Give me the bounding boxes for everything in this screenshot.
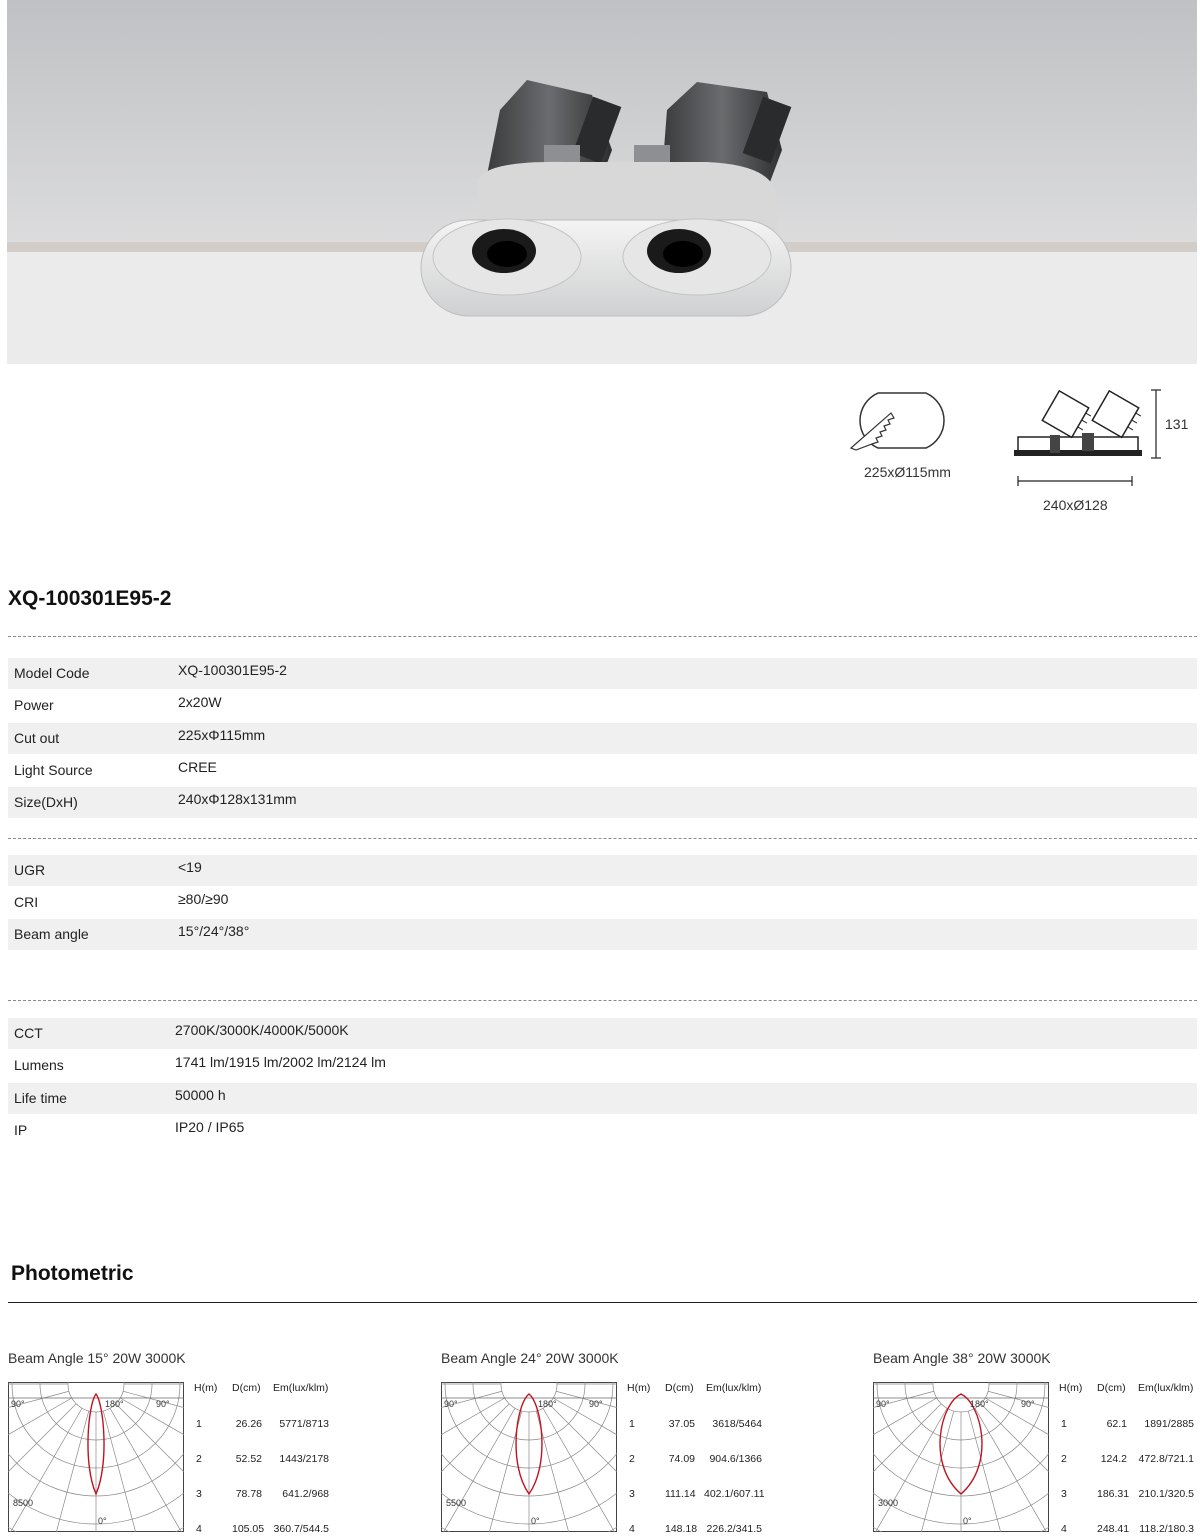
- polar-diagram: [441, 1382, 617, 1532]
- table-header: H(m): [194, 1382, 218, 1394]
- cutout-label: 225xØ115mm: [864, 464, 951, 480]
- spec-key: CRI: [14, 894, 39, 910]
- table-cell: 402.1/607.11: [704, 1488, 765, 1500]
- side-view-drawing: [1010, 385, 1170, 490]
- table-cell: 641.2/968: [282, 1488, 329, 1500]
- table-header: Em(lux/klm): [1138, 1382, 1194, 1394]
- table-header: D(cm): [232, 1382, 261, 1394]
- table-cell: 248.41: [1097, 1523, 1130, 1535]
- table-cell: 37.05: [668, 1418, 695, 1430]
- spec-key: CCT: [14, 1025, 43, 1041]
- table-cell: 1: [1061, 1418, 1067, 1430]
- spec-value: CREE: [178, 759, 217, 775]
- photometric-caption: Beam Angle 38° 20W 3000K: [873, 1350, 1051, 1366]
- spec-key: Light Source: [14, 762, 93, 778]
- spec-value: ≥80/≥90: [178, 891, 229, 907]
- spec-value: IP20 / IP65: [175, 1119, 245, 1135]
- size-label: 240xØ128: [1043, 497, 1108, 513]
- table-cell: 360.7/544.5: [273, 1523, 329, 1535]
- table-cell: 2: [196, 1453, 202, 1465]
- angle-label-left: 90°: [876, 1399, 890, 1409]
- spec-key: Power: [14, 697, 54, 713]
- table-cell: 118.2/180.3: [1139, 1523, 1194, 1535]
- table-cell: 186.31: [1097, 1488, 1130, 1500]
- table-cell: 3: [196, 1488, 202, 1500]
- spec-key: Model Code: [14, 665, 90, 681]
- spec-value: 15°/24°/38°: [178, 923, 250, 939]
- table-cell: 74.09: [668, 1453, 695, 1465]
- angle-label-bottom: 0°: [531, 1516, 540, 1526]
- table-cell: 52.52: [235, 1453, 262, 1465]
- table-cell: 210.1/320.5: [1138, 1488, 1194, 1500]
- spec-row: [8, 723, 1197, 754]
- spec-key: Cut out: [14, 730, 60, 746]
- photometric-caption: Beam Angle 24° 20W 3000K: [441, 1350, 619, 1366]
- angle-label-right: 90°: [589, 1399, 603, 1409]
- photometric-block: [441, 1350, 771, 1538]
- table-cell: 148.18: [665, 1523, 698, 1535]
- table-header: Em(lux/klm): [273, 1382, 329, 1394]
- scale-label: 8500: [13, 1498, 34, 1508]
- angle-label-top: 180°: [970, 1399, 989, 1409]
- table-header: Em(lux/klm): [706, 1382, 762, 1394]
- angle-label-right: 90°: [1021, 1399, 1035, 1409]
- table-cell: 2: [629, 1453, 635, 1465]
- spec-value: XQ-100301E95-2: [178, 662, 287, 678]
- spec-key: IP: [14, 1122, 28, 1138]
- model-title: XQ-100301E95-2: [8, 587, 172, 610]
- table-header: H(m): [627, 1382, 651, 1394]
- angle-label-top: 180°: [538, 1399, 557, 1409]
- spec-value: 240xΦ128x131mm: [178, 791, 297, 807]
- spec-row: [8, 787, 1197, 818]
- spec-row: [8, 690, 1197, 721]
- spec-key: Life time: [14, 1090, 67, 1106]
- angle-label-right: 90°: [156, 1399, 170, 1409]
- spec-row: [8, 855, 1197, 886]
- height-label: 131: [1165, 416, 1189, 432]
- angle-label-bottom: 0°: [98, 1516, 107, 1526]
- divider: [8, 636, 1197, 637]
- table-cell: 78.78: [235, 1488, 262, 1500]
- table-cell: 4: [1061, 1523, 1067, 1535]
- spec-key: Beam angle: [14, 926, 89, 942]
- photometric-block: [8, 1350, 338, 1538]
- spec-value: 2700K/3000K/4000K/5000K: [175, 1022, 349, 1038]
- cutout-drawing: [846, 388, 966, 458]
- table-cell: 4: [629, 1523, 635, 1535]
- angle-label-bottom: 0°: [963, 1516, 972, 1526]
- spec-row: [8, 919, 1197, 950]
- scale-label: 5500: [446, 1498, 467, 1508]
- divider: [8, 1000, 1197, 1001]
- table-cell: 1: [196, 1418, 202, 1430]
- table-header: D(cm): [665, 1382, 694, 1394]
- table-cell: 124.2: [1100, 1453, 1127, 1465]
- table-cell: 26.26: [235, 1418, 262, 1430]
- spec-value: 225xΦ115mm: [178, 727, 266, 743]
- table-cell: 1443/2178: [279, 1453, 329, 1465]
- table-cell: 3618/5464: [712, 1418, 762, 1430]
- scale-label: 3000: [878, 1498, 899, 1508]
- spec-row: [8, 755, 1197, 786]
- table-cell: 105.05: [232, 1523, 265, 1535]
- spec-value: 2x20W: [178, 694, 222, 710]
- divider: [8, 838, 1197, 839]
- table-cell: 62.1: [1106, 1418, 1127, 1430]
- photometric-title: Photometric: [11, 1262, 134, 1285]
- spec-key: Size(DxH): [14, 794, 78, 810]
- polar-diagram: [873, 1382, 1049, 1532]
- divider: [8, 1302, 1197, 1303]
- angle-label-top: 180°: [105, 1399, 124, 1409]
- spec-row: [8, 658, 1197, 689]
- spec-key: Lumens: [14, 1057, 64, 1073]
- table-cell: 1: [629, 1418, 635, 1430]
- table-cell: 2: [1061, 1453, 1067, 1465]
- spec-row: [8, 1018, 1197, 1049]
- spec-row: [8, 1050, 1197, 1081]
- spec-row: [8, 1115, 1197, 1146]
- spec-key: UGR: [14, 862, 46, 878]
- spec-value: 50000 h: [175, 1087, 226, 1103]
- table-cell: 3: [1061, 1488, 1067, 1500]
- photometric-block: [873, 1350, 1200, 1538]
- table-cell: 1891/2885: [1144, 1418, 1194, 1430]
- table-cell: 226.2/341.5: [706, 1523, 762, 1535]
- spec-row: [8, 887, 1197, 918]
- table-cell: 472.8/721.1: [1138, 1453, 1194, 1465]
- angle-label-left: 90°: [444, 1399, 458, 1409]
- spec-value: <19: [178, 859, 202, 875]
- table-cell: 111.14: [665, 1488, 696, 1500]
- spec-value: 1741 lm/1915 lm/2002 lm/2124 lm: [175, 1054, 386, 1070]
- table-cell: 3: [629, 1488, 635, 1500]
- spec-row: [8, 1083, 1197, 1114]
- table-header: H(m): [1059, 1382, 1083, 1394]
- table-header: D(cm): [1097, 1382, 1126, 1394]
- product-image: [7, 0, 1197, 364]
- table-cell: 904.6/1366: [709, 1453, 762, 1465]
- polar-diagram: [8, 1382, 184, 1532]
- angle-label-left: 90°: [11, 1399, 25, 1409]
- photometric-caption: Beam Angle 15° 20W 3000K: [8, 1350, 186, 1366]
- table-cell: 5771/8713: [279, 1418, 329, 1430]
- table-cell: 4: [196, 1523, 202, 1535]
